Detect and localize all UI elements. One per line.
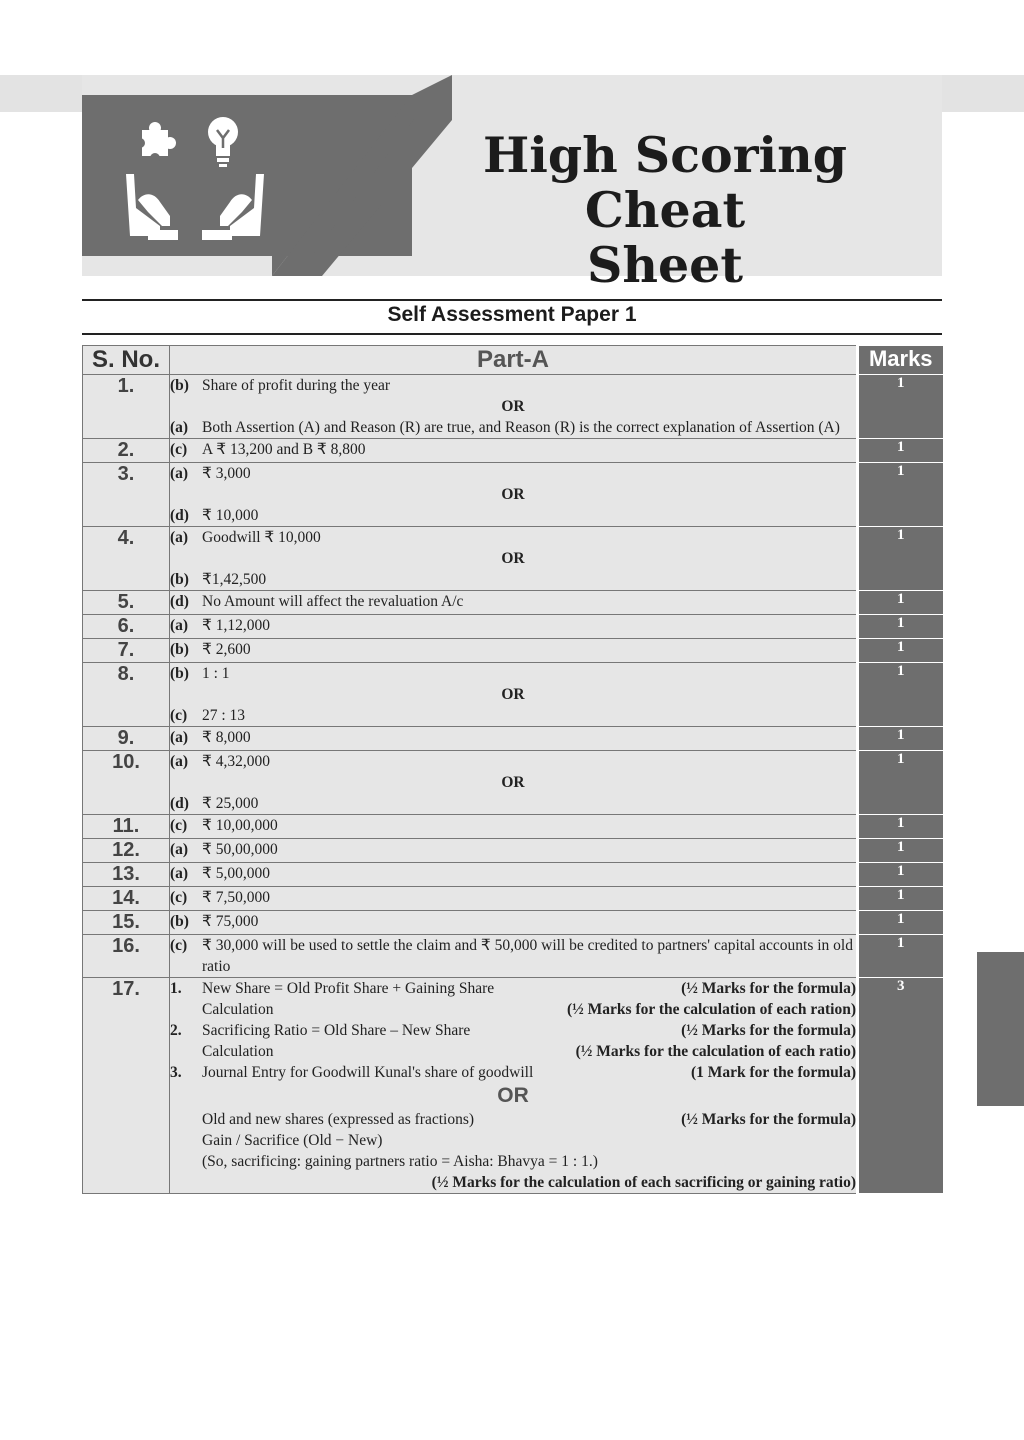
answer-text: ₹ 25,000 [202, 795, 259, 812]
light-bulb-icon [208, 117, 238, 167]
marks-cell: 1 [858, 591, 943, 615]
row-number: 7. [83, 639, 170, 663]
table-row [83, 663, 943, 727]
step-number [170, 999, 202, 1020]
marks-cell: 1 [858, 375, 943, 439]
answer-text: ₹ 4,32,000 [202, 753, 270, 770]
or-separator: OR [501, 398, 525, 415]
page-title-line2: Sheet [587, 236, 743, 294]
step-text: Sacrificing Ratio = Old Share – New Share [202, 1022, 471, 1039]
or-separator: OR [501, 550, 525, 567]
answer-text: 1 : 1 [202, 665, 230, 682]
row-number: 3. [83, 463, 170, 527]
option-label: (c) [170, 889, 188, 906]
answer-cell [170, 639, 858, 663]
answer-cell [170, 663, 858, 727]
row-number: 2. [83, 439, 170, 463]
row-number: 14. [83, 887, 170, 911]
or-separator: OR [501, 486, 525, 503]
option-label: (c) [170, 707, 188, 724]
table-row [83, 863, 943, 887]
answer-cell [170, 727, 858, 751]
table-row [83, 911, 943, 935]
or-separator-large: OR [497, 1084, 529, 1107]
row-number: 17. [83, 978, 170, 1194]
option-label: (a) [170, 729, 189, 746]
marks-cell: 1 [858, 839, 943, 863]
row-number: 12. [83, 839, 170, 863]
step-marks: (1 Mark for the formula) [690, 1064, 856, 1081]
header-illustration [110, 108, 280, 248]
answer-text: ₹ 8,000 [202, 729, 251, 746]
page-title-line1: High Scoring Cheat [482, 126, 848, 239]
option-label: (d) [170, 795, 189, 812]
answer-text: ₹ 50,00,000 [202, 841, 278, 858]
answer-text: ₹ 3,000 [202, 465, 251, 482]
answer-table [82, 345, 943, 1194]
row-number: 15. [83, 911, 170, 935]
answer-text: Share of profit during the year [202, 377, 391, 394]
answer-cell [170, 439, 858, 463]
answer-text: No Amount will affect the revaluation A/c [202, 593, 464, 610]
marks-cell: 1 [858, 751, 943, 815]
top-rule [82, 299, 942, 301]
row-number: 6. [83, 615, 170, 639]
option-label: (a) [170, 419, 189, 436]
open-hands-icon [126, 174, 264, 240]
alt-step-marks: (½ Marks for the formula) [681, 1111, 856, 1128]
step-number: 1. [170, 980, 182, 997]
option-label: (a) [170, 841, 189, 858]
row-number: 4. [83, 527, 170, 591]
marks-cell: 1 [858, 527, 943, 591]
step-marks: (½ Marks for the calculation of each ratio) [575, 1043, 856, 1060]
answer-cell [170, 615, 858, 639]
or-separator: OR [501, 774, 525, 791]
marks-cell: 1 [858, 639, 943, 663]
table-row [83, 978, 943, 1194]
row-number: 9. [83, 727, 170, 751]
table-row [83, 751, 943, 815]
answer-text: ₹ 7,50,000 [202, 889, 270, 906]
step-text: New Share = Old Profit Share + Gaining Share [202, 980, 495, 997]
marks-cell: 1 [858, 887, 943, 911]
option-label: (b) [170, 571, 189, 588]
option-label: (b) [170, 665, 189, 682]
table-row [83, 375, 943, 439]
option-label: (a) [170, 753, 189, 770]
answer-text: Goodwill ₹ 10,000 [202, 529, 321, 546]
row-number: 11. [83, 815, 170, 839]
or-separator: OR [501, 686, 525, 703]
answer-cell [170, 887, 858, 911]
option-label: (a) [170, 465, 189, 482]
step-text: Calculation [202, 1001, 274, 1018]
answer-text: Both Assertion (A) and Reason (R) are true, and Reason (R) is the correct explanation of Assertion (A) [202, 419, 840, 436]
answer-cell [170, 978, 858, 1194]
step-number: 3. [170, 1064, 182, 1081]
col-header-part: Part-A [170, 346, 858, 375]
side-tab-marker [977, 952, 1024, 1106]
row-number: 16. [83, 935, 170, 978]
step-marks: (½ Marks for the calculation of each ration) [567, 1001, 856, 1018]
marks-cell: 1 [858, 439, 943, 463]
row-number: 1. [83, 375, 170, 439]
option-label: (a) [170, 529, 189, 546]
answer-text: ₹ 10,00,000 [202, 817, 278, 834]
option-label: (b) [170, 641, 189, 658]
option-label: (c) [170, 817, 188, 834]
table-header-row [83, 346, 943, 375]
step-text: Journal Entry for Goodwill Kunal's share of goodwill [202, 1064, 534, 1081]
table-row [83, 639, 943, 663]
step-number [170, 1041, 202, 1062]
alt-step-text: (So, sacrificing: gaining partners ratio = Aisha: Bhavya = 1 : 1.) [202, 1153, 598, 1170]
table-row [83, 591, 943, 615]
answer-text: 27 : 13 [202, 707, 246, 724]
marks-cell: 1 [858, 935, 943, 978]
answer-cell [170, 863, 858, 887]
alt-step-text: Gain / Sacrifice (Old − New) [202, 1132, 383, 1149]
answer-cell [170, 911, 858, 935]
row-number: 10. [83, 751, 170, 815]
option-label: (b) [170, 377, 189, 394]
answer-cell [170, 463, 858, 527]
answer-cell [170, 375, 858, 439]
answer-text: ₹ 30,000 will be used to settle the claim and ₹ 50,000 will be credited to partners' capital accounts in old ratio [202, 937, 853, 975]
marks-cell: 3 [858, 978, 943, 1194]
marks-cell: 1 [858, 911, 943, 935]
marks-cell: 1 [858, 727, 943, 751]
option-label: (c) [170, 441, 188, 458]
answer-text: ₹1,42,500 [202, 571, 267, 588]
answer-cell [170, 527, 858, 591]
option-label: (a) [170, 617, 189, 634]
alt-step-text: Old and new shares (expressed as fractions) [202, 1111, 475, 1128]
answer-text: ₹ 2,600 [202, 641, 251, 658]
marks-cell: 1 [858, 863, 943, 887]
table-row [83, 839, 943, 863]
marks-cell: 1 [858, 615, 943, 639]
step-number: 2. [170, 1022, 182, 1039]
answer-cell [170, 839, 858, 863]
answer-cell [170, 935, 858, 978]
option-label: (b) [170, 913, 189, 930]
final-marks-note: (½ Marks for the calculation of each sacrificing or gaining ratio) [431, 1174, 856, 1191]
row-number: 5. [83, 591, 170, 615]
answer-text: ₹ 1,12,000 [202, 617, 270, 634]
table-row [83, 935, 943, 978]
answer-cell [170, 815, 858, 839]
table-row [83, 727, 943, 751]
bottom-rule [82, 333, 942, 335]
step-marks: (½ Marks for the formula) [681, 1022, 856, 1039]
option-label: (d) [170, 593, 189, 610]
table-row [83, 887, 943, 911]
marks-cell: 1 [858, 815, 943, 839]
table-row [83, 615, 943, 639]
option-label: (d) [170, 507, 189, 524]
table-row [83, 439, 943, 463]
step-text: Calculation [202, 1043, 274, 1060]
option-label: (c) [170, 937, 188, 954]
answer-cell [170, 591, 858, 615]
answer-text: ₹ 5,00,000 [202, 865, 270, 882]
marks-cell: 1 [858, 663, 943, 727]
page-title [410, 128, 920, 293]
table-row [83, 527, 943, 591]
table-row [83, 463, 943, 527]
answer-text: A ₹ 13,200 and B ₹ 8,800 [202, 441, 366, 458]
answer-text: ₹ 10,000 [202, 507, 259, 524]
paper-title: Self Assessment Paper 1 [387, 303, 637, 326]
row-number: 8. [83, 663, 170, 727]
puzzle-piece-icon [135, 122, 176, 163]
step-marks: (½ Marks for the formula) [681, 980, 856, 997]
answer-cell [170, 751, 858, 815]
col-header-marks: Marks [858, 346, 943, 375]
col-header-sno: S. No. [83, 346, 170, 375]
row-number: 13. [83, 863, 170, 887]
option-label: (a) [170, 865, 189, 882]
answer-text: ₹ 75,000 [202, 913, 259, 930]
marks-cell: 1 [858, 463, 943, 527]
table-row [83, 815, 943, 839]
